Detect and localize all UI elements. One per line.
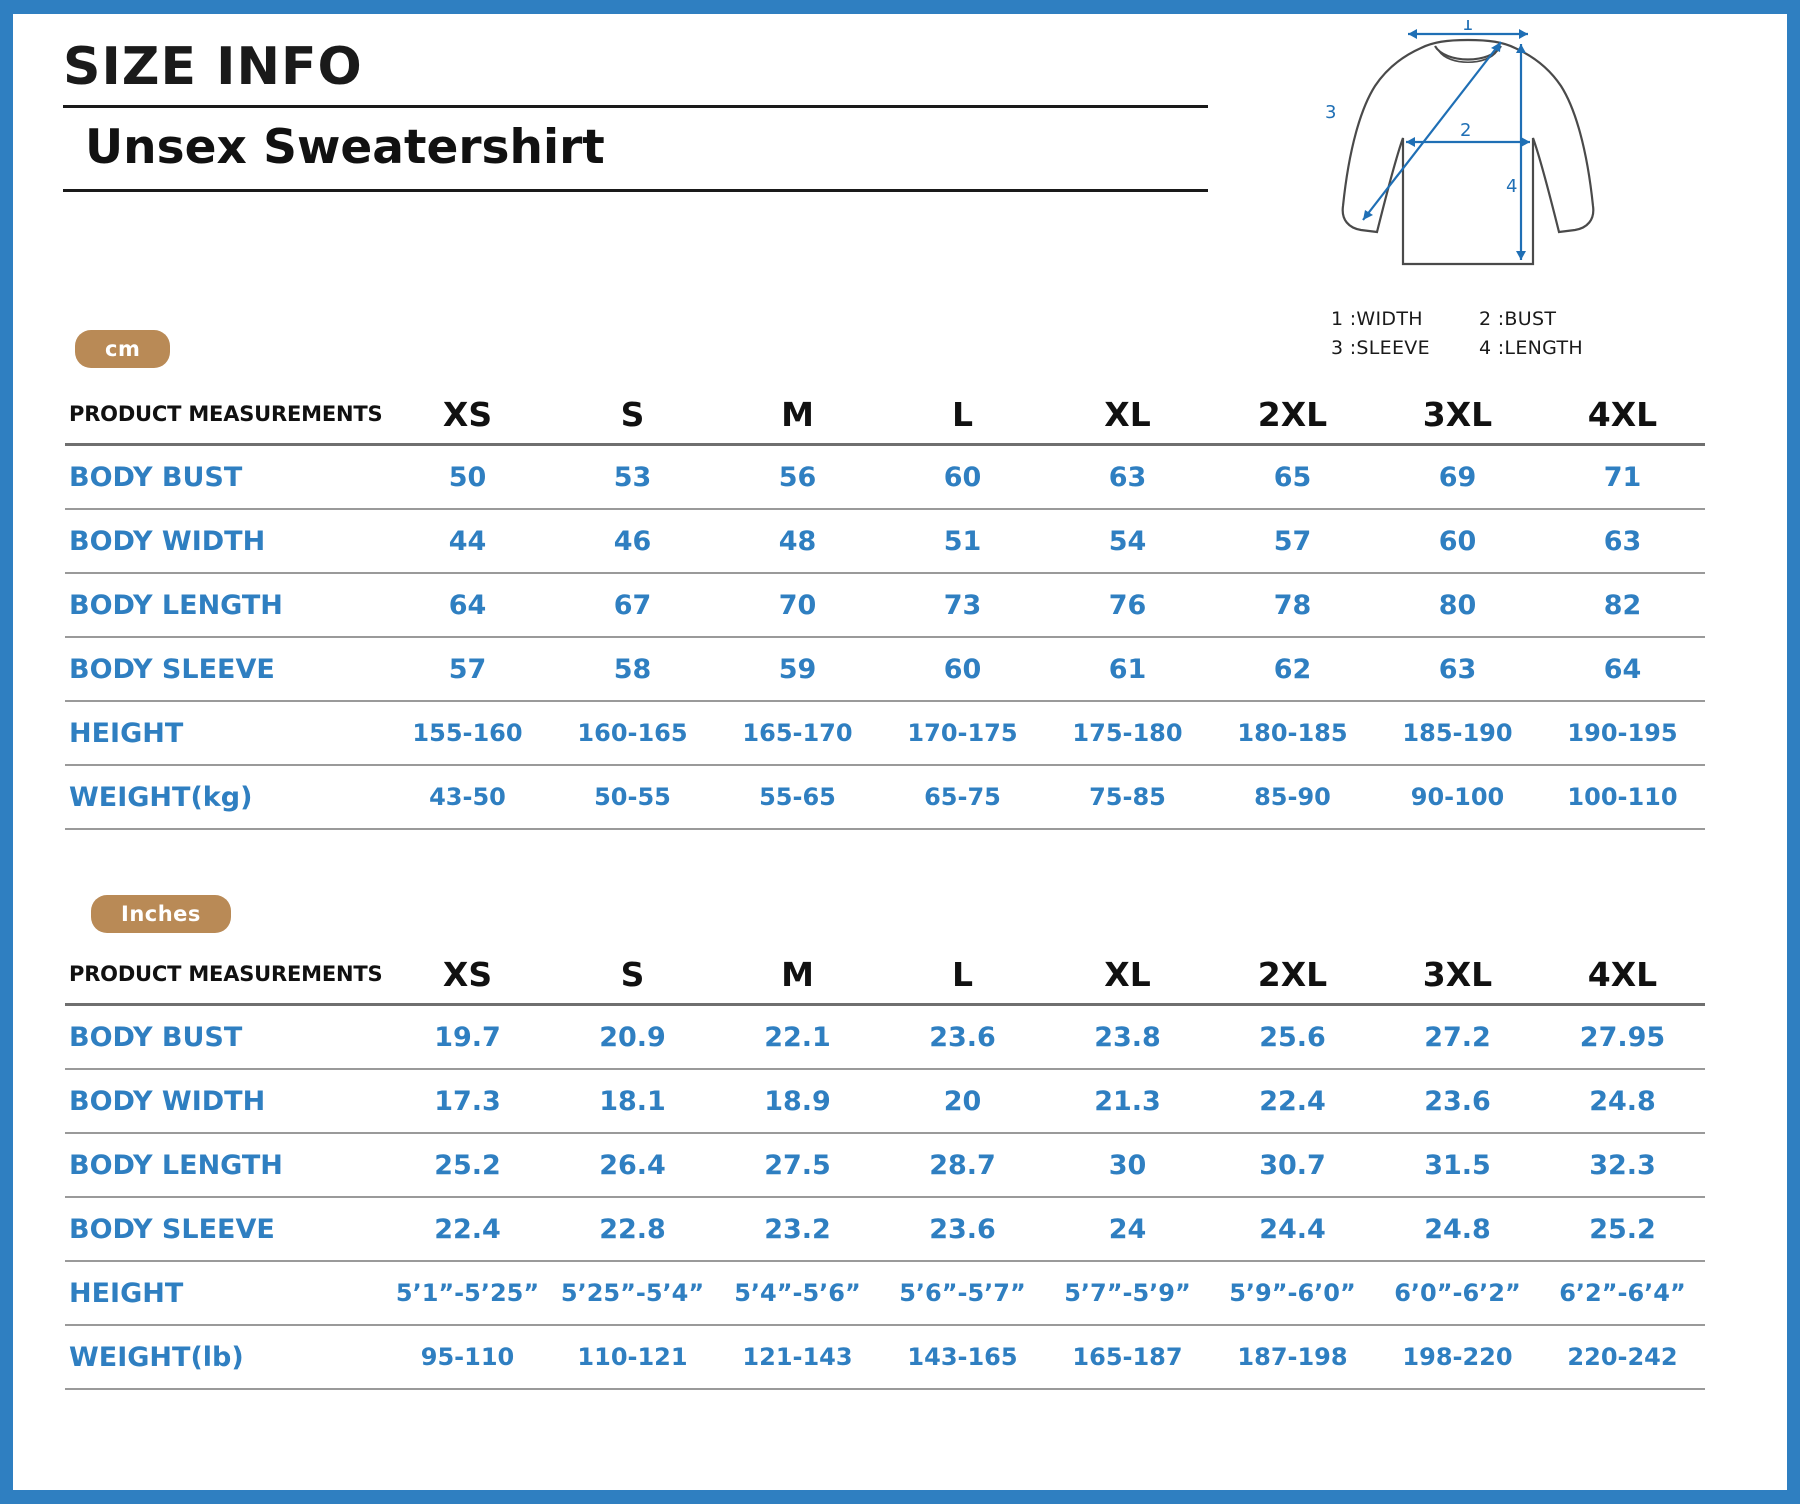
column-header-xl: XL: [1045, 385, 1210, 445]
cell: 6’2”-6’4”: [1540, 1261, 1705, 1325]
column-header-m: M: [715, 385, 880, 445]
cell: 85-90: [1210, 765, 1375, 829]
cell: 5’4”-5’6”: [715, 1261, 880, 1325]
cell: 44: [385, 509, 550, 573]
table-row: [65, 445, 1705, 510]
cell: 62: [1210, 637, 1375, 701]
cell: 155-160: [385, 701, 550, 765]
row-label: BODY BUST: [65, 1005, 385, 1070]
diagram-number-4: 4: [1506, 176, 1518, 197]
column-header-s: S: [550, 385, 715, 445]
table-row: [65, 509, 1705, 573]
size-table-inches: [65, 945, 1705, 1390]
table-row: [65, 1133, 1705, 1197]
table-row: [65, 1197, 1705, 1261]
cell: 175-180: [1045, 701, 1210, 765]
top-accent-bar: [0, 0, 1800, 14]
legend-item-bust: 2 :BUST: [1479, 308, 1557, 330]
cell: 22.4: [385, 1197, 550, 1261]
diagram-number-3: 3: [1325, 102, 1337, 123]
cell: 21.3: [1045, 1069, 1210, 1133]
row-label: HEIGHT: [65, 1261, 385, 1325]
column-header-xl: XL: [1045, 945, 1210, 1005]
legend-row: [1331, 334, 1661, 363]
table-header-row: [65, 945, 1705, 1005]
row-label: WEIGHT(kg): [65, 765, 385, 829]
cell: 110-121: [550, 1325, 715, 1389]
cell: 5’1”-5’25”: [385, 1261, 550, 1325]
cell: 190-195: [1540, 701, 1705, 765]
column-header-xs: XS: [385, 385, 550, 445]
column-header-l: L: [880, 945, 1045, 1005]
cell: 63: [1540, 509, 1705, 573]
cell: 187-198: [1210, 1325, 1375, 1389]
cell: 64: [385, 573, 550, 637]
cell: 90-100: [1375, 765, 1540, 829]
cell: 23.6: [880, 1197, 1045, 1261]
row-label: HEIGHT: [65, 701, 385, 765]
diagram-legend: [1331, 305, 1661, 362]
legend-row: [1331, 305, 1661, 334]
column-header-s: S: [550, 945, 715, 1005]
cell: 22.8: [550, 1197, 715, 1261]
row-label: BODY SLEEVE: [65, 1197, 385, 1261]
cell: 27.2: [1375, 1005, 1540, 1070]
cell: 185-190: [1375, 701, 1540, 765]
table-header-row: [65, 385, 1705, 445]
unit-badge-cm: cm: [75, 330, 170, 368]
cell: 18.9: [715, 1069, 880, 1133]
legend-item-length: 4 :LENGTH: [1479, 336, 1583, 359]
cell: 60: [880, 637, 1045, 701]
cell: 54: [1045, 509, 1210, 573]
table-row: [65, 1325, 1705, 1389]
cell: 6’0”-6’2”: [1375, 1261, 1540, 1325]
cell: 95-110: [385, 1325, 550, 1389]
column-header-measurements: PRODUCT MEASUREMENTS: [65, 385, 385, 445]
cell: 31.5: [1375, 1133, 1540, 1197]
cell: 50-55: [550, 765, 715, 829]
cell: 165-170: [715, 701, 880, 765]
cell: 65-75: [880, 765, 1045, 829]
cell: 198-220: [1375, 1325, 1540, 1389]
cell: 28.7: [880, 1133, 1045, 1197]
product-name: Unsex Sweatershirt: [85, 119, 605, 175]
unit-badge-inches-wrap: [91, 895, 231, 933]
cell: 220-242: [1540, 1325, 1705, 1389]
cell: 24.8: [1375, 1197, 1540, 1261]
diagram-number-2: 2: [1460, 120, 1472, 141]
cell: 25.6: [1210, 1005, 1375, 1070]
legend-item-width: 1 :WIDTH: [1331, 308, 1423, 330]
cell: 63: [1375, 637, 1540, 701]
cell: 56: [715, 445, 880, 510]
cell: 55-65: [715, 765, 880, 829]
column-header-4xl: 4XL: [1540, 945, 1705, 1005]
column-header-l: L: [880, 385, 1045, 445]
cell: 57: [385, 637, 550, 701]
cell: 53: [550, 445, 715, 510]
cell: 23.6: [880, 1005, 1045, 1070]
cell: 180-185: [1210, 701, 1375, 765]
unit-badge-cm-wrap: [75, 330, 170, 368]
cell: 63: [1045, 445, 1210, 510]
row-label: BODY LENGTH: [65, 573, 385, 637]
cell: 71: [1540, 445, 1705, 510]
cell: 58: [550, 637, 715, 701]
cell: 23.6: [1375, 1069, 1540, 1133]
table-row: [65, 701, 1705, 765]
page-title: SIZE INFO: [63, 37, 363, 97]
cell: 22.1: [715, 1005, 880, 1070]
cell: 18.1: [550, 1069, 715, 1133]
cell: 75-85: [1045, 765, 1210, 829]
table-row: [65, 1261, 1705, 1325]
cell: 22.4: [1210, 1069, 1375, 1133]
cell: 25.2: [1540, 1197, 1705, 1261]
cell: 17.3: [385, 1069, 550, 1133]
column-header-xs: XS: [385, 945, 550, 1005]
cell: 27.95: [1540, 1005, 1705, 1070]
cell: 80: [1375, 573, 1540, 637]
cell: 60: [1375, 509, 1540, 573]
cell: 48: [715, 509, 880, 573]
column-header-3xl: 3XL: [1375, 385, 1540, 445]
row-label: BODY BUST: [65, 445, 385, 510]
garment-diagram: [1303, 20, 1633, 270]
size-table-cm: [65, 385, 1705, 830]
cell: 170-175: [880, 701, 1045, 765]
cell: 20: [880, 1069, 1045, 1133]
table-row: [65, 1069, 1705, 1133]
column-header-3xl: 3XL: [1375, 945, 1540, 1005]
cell: 5’25”-5’4”: [550, 1261, 715, 1325]
cell: 24: [1045, 1197, 1210, 1261]
cell: 160-165: [550, 701, 715, 765]
cell: 100-110: [1540, 765, 1705, 829]
cell: 165-187: [1045, 1325, 1210, 1389]
cell: 78: [1210, 573, 1375, 637]
cell: 23.8: [1045, 1005, 1210, 1070]
cell: 46: [550, 509, 715, 573]
cell: 61: [1045, 637, 1210, 701]
cell: 60: [880, 445, 1045, 510]
column-header-m: M: [715, 945, 880, 1005]
cell: 27.5: [715, 1133, 880, 1197]
size-table-inches-wrap: [65, 945, 1705, 1390]
cell: 19.7: [385, 1005, 550, 1070]
row-label: WEIGHT(lb): [65, 1325, 385, 1389]
cell: 26.4: [550, 1133, 715, 1197]
column-header-2xl: 2XL: [1210, 945, 1375, 1005]
cell: 76: [1045, 573, 1210, 637]
cell: 23.2: [715, 1197, 880, 1261]
unit-badge-inches: Inches: [91, 895, 231, 933]
title-divider-bottom: [63, 189, 1208, 192]
cell: 32.3: [1540, 1133, 1705, 1197]
size-table-cm-wrap: [65, 385, 1705, 830]
table-row: [65, 765, 1705, 829]
cell: 64: [1540, 637, 1705, 701]
cell: 51: [880, 509, 1045, 573]
row-label: BODY LENGTH: [65, 1133, 385, 1197]
cell: 5’6”-5’7”: [880, 1261, 1045, 1325]
row-label: BODY WIDTH: [65, 509, 385, 573]
cell: 25.2: [385, 1133, 550, 1197]
table-row: [65, 573, 1705, 637]
cell: 65: [1210, 445, 1375, 510]
cell: 73: [880, 573, 1045, 637]
row-label: BODY WIDTH: [65, 1069, 385, 1133]
cell: 70: [715, 573, 880, 637]
cell: 82: [1540, 573, 1705, 637]
table-row: [65, 1005, 1705, 1070]
cell: 20.9: [550, 1005, 715, 1070]
cell: 50: [385, 445, 550, 510]
cell: 30: [1045, 1133, 1210, 1197]
cell: 69: [1375, 445, 1540, 510]
header: [63, 37, 1223, 192]
cell: 67: [550, 573, 715, 637]
diagram-number-1: 1: [1462, 20, 1474, 35]
cell: 24.8: [1540, 1069, 1705, 1133]
column-header-4xl: 4XL: [1540, 385, 1705, 445]
row-label: BODY SLEEVE: [65, 637, 385, 701]
cell: 5’9”-6’0”: [1210, 1261, 1375, 1325]
column-header-measurements: PRODUCT MEASUREMENTS: [65, 945, 385, 1005]
cell: 121-143: [715, 1325, 880, 1389]
cell: 59: [715, 637, 880, 701]
legend-item-sleeve: 3 :SLEEVE: [1331, 336, 1430, 359]
table-row: [65, 637, 1705, 701]
cell: 24.4: [1210, 1197, 1375, 1261]
cell: 143-165: [880, 1325, 1045, 1389]
cell: 57: [1210, 509, 1375, 573]
cell: 30.7: [1210, 1133, 1375, 1197]
cell: 43-50: [385, 765, 550, 829]
cell: 5’7”-5’9”: [1045, 1261, 1210, 1325]
bottom-accent-bar: [0, 1490, 1800, 1504]
column-header-2xl: 2XL: [1210, 385, 1375, 445]
